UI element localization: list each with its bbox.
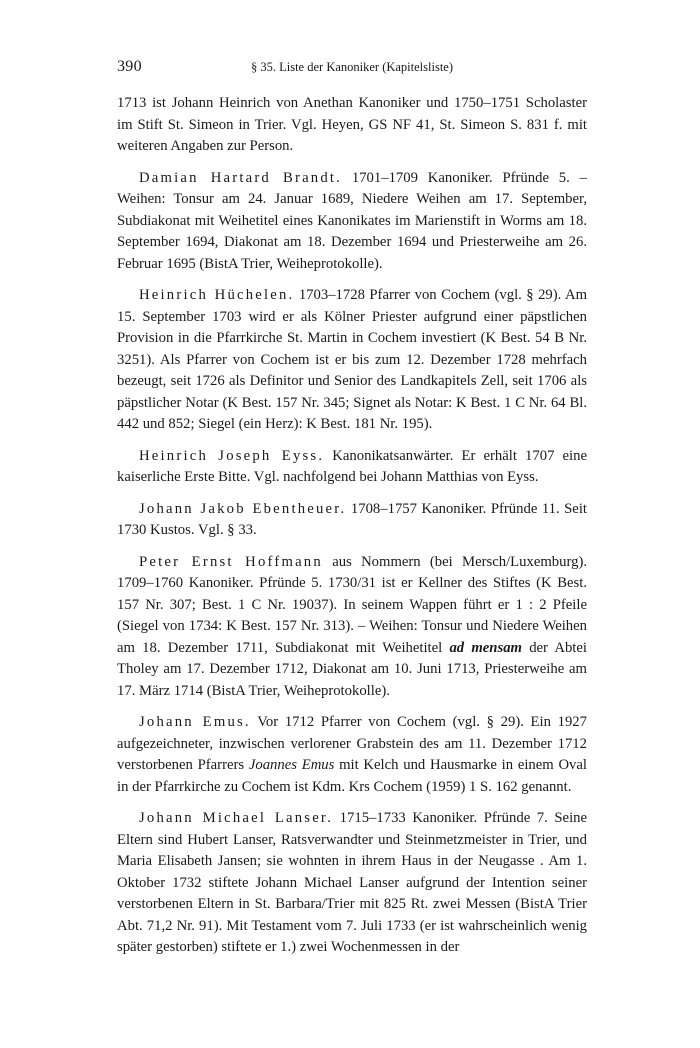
entry-huechelen — [117, 285, 587, 436]
entry-text: der Abtei Tholey am 17. Dezember 1712, Diakonat am 10. Juni 1713, Priesterweihe am 17. März 1714 (BistA Trier, Weiheprotokolle). — [117, 639, 587, 699]
entry-text: Kanonikatsanwärter. Er erhält 1707 eine kaiserliche Erste Bitte. Vgl. nachfolgend bei Johann Matthias von Eyss. — [117, 447, 587, 485]
entry-text: 1701–1709 Kanoniker. Pfründe 5. – Weihen: Tonsur am 24. Januar 1689, Niedere Weihen am 17. September, Subdiakonat mit Weihetitel eines Kanonikates im Marienstift in Worms am 18. September 1694, Diakonat am 18. Dezember 1694 und Priesterweihe am 26. Februar 1695 (BistA Trier, Weiheprotokolle). — [117, 169, 587, 272]
entry-text: 1703–1728 Pfarrer von Cochem (vgl. § 29). Am 15. September 1703 wird er als Kölner Priester aufgrund einer päpstlichen Provision in die Pfarrkirche St. Martin in Cochem investiert (K Best. 54 B Nr. 3251). Als Pfarrer von Cochem ist er bis zum 12. Dezember 1728 mehrfach bezeugt, seit 1726 als Definitor und Senior des Landkapitels Zell, seit 1706 als päpstlicher Notar (K Best. 157 Nr. 345; Signet als Notar: K Best. 1 C Nr. 64 Bl. 442 und 852; Siegel (ein Herz): K Best. 181 Nr. 195). — [117, 287, 587, 432]
entry-emus — [117, 712, 587, 798]
entry-text: 1708–1757 Kanoniker. Pfründe 11. Seit 1730 Kustos. Vgl. § 33. — [117, 500, 587, 538]
entry-emphasis: Joannes Emus — [248, 757, 335, 773]
entry-continuation — [117, 93, 587, 158]
entry-text: mit Kelch und Hausmarke in einem Oval in der Pfarrkirche zu Cochem ist Kdm. Krs Cochem (1959) 1 S. 162 genannt. — [117, 757, 587, 795]
entry-name: Johann Emus. — [139, 714, 251, 730]
entry-brandt — [117, 168, 587, 276]
body-text — [117, 93, 587, 969]
entry-name: Peter Ernst Hoffmann — [139, 553, 323, 570]
page-number: 390 — [117, 58, 142, 75]
entry-emphasis: ad mensam — [449, 639, 522, 656]
entry-name: Johann Michael Lanser. — [139, 810, 334, 826]
entry-eyss — [117, 446, 587, 489]
entry-text: aus Nommern (bei Mersch/Luxemburg). 1709–1760 Kanoniker. Pfründe 5. 1730/31 ist er Kellner des Stiftes (K Best. 157 Nr. 307; Best. 1 C Nr. 19037). In seinem Wappen führt er 1 : 2 Pfeile (Siegel von 1734: K Best. 157 Nr. 313). – Weihen: Tonsur und Niedere Weihen am 18. Dezember 1711, Subdiakonat mit Weihetitel — [117, 553, 588, 656]
running-title: § 35. Liste der Kanoniker (Kapitelsliste) — [250, 60, 454, 74]
entry-name: Johann Jakob Ebentheuer. — [139, 500, 347, 517]
entry-text: Vor 1712 Pfarrer von Cochem (vgl. § 29). Ein 1927 aufgezeichneter, inzwischen verlorener Grabstein des am 11. Dezember 1712 verstorbenen Pfarrers — [117, 714, 587, 773]
entry-hoffmann — [117, 552, 587, 703]
entry-ebentheuer — [117, 499, 587, 542]
page-header — [117, 58, 587, 80]
entry-name: Heinrich Joseph Eyss. — [139, 447, 325, 464]
entry-text: 1713 ist Johann Heinrich von Anethan Kanoniker und 1750–1751 Scholaster im Stift St. Simeon in Trier. Vgl. Heyen, GS NF 41, St. Simeon S. 831 f. mit weiteren Angaben zur Person. — [117, 95, 587, 154]
entry-text: 1715–1733 Kanoniker. Pfründe 7. Seine Eltern sind Hubert Lanser, Ratsverwandter und Steinmetzmeister in Trier, und Maria Elisabeth Jansen; sie wohnten in ihrem Haus in der Neugasse . Am 1. Oktober 1732 stiftete Johann Michael Lanser aufgrund der Intention seiner verstorbenen Eltern in St. Barbara/Trier mit 825 Rt. zwei Messen (BistA Trier Abt. 71,2 Nr. 91). Mit Testament vom 7. Juli 1733 (er ist wahrscheinlich wenig später gestorben) stiftete er 1.) zwei Wochenmessen in der — [117, 810, 588, 955]
entry-lanser — [117, 808, 587, 959]
entry-name: Heinrich Hüchelen. — [139, 287, 295, 303]
entry-name: Damian Hartard Brandt. — [139, 169, 343, 186]
